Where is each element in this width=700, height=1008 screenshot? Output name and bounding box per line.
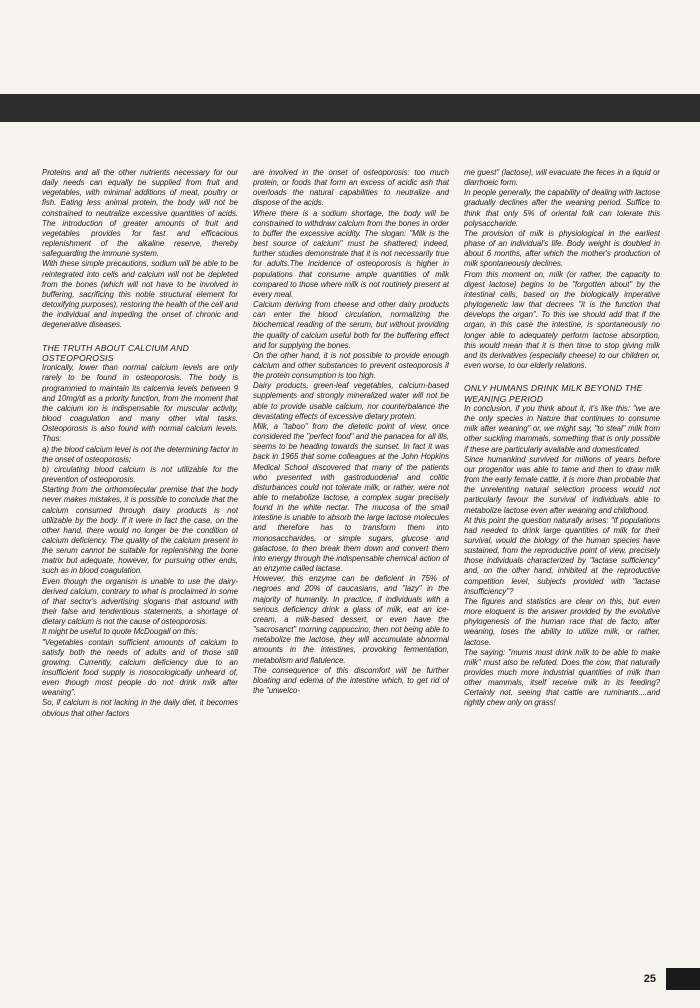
paragraph: From this moment on, milk (or rather, the capacity to digest lactose) begins to be "forgotten about" by the intestinal cells, based on the biologically imperative phylogenetic law that decrees "it is the function that develops the organ". To this we should add that if the organ, in this case the intestine, is spontaneously no longer able to adequately perform lactose absorption, this would mean that it is then time to stop giving milk and its derivatives (especially cheese) to our children or, even worse, to our elderly relations. <box>464 269 660 370</box>
header-bar <box>0 94 700 122</box>
paragraph: b) circulating blood calcium is not utilizable for the prevention of osteoporosis. <box>42 464 238 485</box>
section-heading: ONLY HUMANS DRINK MILK BEYOND THE WEANING PERIOD <box>464 383 643 404</box>
paragraph: However, this enzyme can be deficient in 75% of negroes and 20% of caucasians, and "lazy" in the majority of humanity. In practice, if individuals with a serious deficiency drink a glass of milk, eat an ice-cream, a milk-based dessert, or even have the "sacrosanct" morning cappuccino, then not being able to metabolize the lactose, they will accumulate abnormal amounts in the intestines, provoking fermentation, metabolism and flatulence. <box>253 574 449 665</box>
text-column-1 <box>42 168 238 958</box>
paragraph: are involved in the onset of osteoporosis: too much protein, or foods that form an excess of acidic ash that overloads the natural capabilities to neutralize and dispose of the acids. <box>253 168 449 208</box>
paragraph: The consequence of this discomfort will be further bloating and edema of the intestine which, to get rid of the "unwelco- <box>253 665 449 695</box>
paragraph: Dairy products, green-leaf vegetables, calcium-based supplements and strongly mineralized water will not be able to provide usable calcium, nor counterbalance the devastating effects of excessive dietary protein. <box>253 381 449 421</box>
article-body <box>42 168 660 958</box>
corner-tab <box>666 968 700 990</box>
paragraph: Ironically, lower than normal calcium levels are only rarely to be found in osteoporosis. The body is programmed to maintain its calcemia levels between 9 and 10mg/dl as a priority function, from the moment that the calcium ion is indispensable for muscular activity, blood coagulation and many other vital tasks. Osteoporosis is also found with normal calcium levels. Thus: <box>42 363 238 444</box>
paragraph: "Vegetables contain sufficient amounts of calcium to satisfy both the needs of adults and of those still growing. Currently, calcium deficiency due to an insufficient food supply is nosocologically unheard of, even though most people do not drink milk after weaning". <box>42 637 238 698</box>
page-number: 25 <box>643 973 656 985</box>
paragraph: Starting from the orthomolecular premise that the body never makes mistakes, it is possible to conclude that the calcium consumed through dairy products is not utilizable by the body. If it were in fact the case, on the other hand, there would no longer be the condition of calcium deficiency. The quality of the calcium present in the serum cannot be suitable for replenishing the bone matrix but adequate, however, for pursuing other ends, such as in blood coagulation. <box>42 485 238 576</box>
paragraph: Even though the organism is unable to use the dairy-derived calcium, contrary to what is proclaimed in some of that sector's advertising slogans that astound with their false and tendentious statements, a shortage of dietary calcium is not the cause of osteoporosis. <box>42 576 238 627</box>
paragraph: a) the blood calcium level is not the determining factor in the onset of osteoporosis; <box>42 444 238 464</box>
paragraph: It might be useful to quote McDougall on this: <box>42 627 198 637</box>
paragraph: Milk, a "taboo" from the dietetic point of view, once considered the "perfect food" and the panacea for all ills, seems to be heading towards the sunset. In fact it was back in 1965 that some colleagues at the John Hopkins Medical School discovered that many of the patients who presented with gastroduodenal and colitic disturbances could not tolerate milk, or rather, were not able to metabolize lactose, a complex sugar precisely found in the white nectar. The mucosa of the small intestine is unable to absorb the large lactose molecules and therefore has to transform them into monosaccharides, or simple sugars, glucose and galactose, to then break them down and convert them into energy through the indispensable chemical action of an enzyme called lactase. <box>253 421 449 574</box>
text-column-2 <box>253 168 449 958</box>
paragraph: On the other hand, it is not possible to provide enough calcium and other substances to prevent osteoporosis if the protein consumption is too high. <box>253 350 449 381</box>
paragraph: The provision of milk is physiological in the earliest phase of an individual's life. Body weight is doubled in about 6 months, after which the mother's production of milk spontaneously declines. <box>464 228 660 269</box>
paragraph: Proteins and all the other nutrients necessary for our daily needs can equally be supplied from fruit and vegetables, with minimal additions of meat, poultry or fish. Eating less animal protein, the body will not be constrained to neutralize excessive quantities of acids. The introduction of greater amounts of fruit and vegetables provides for fast and efficacious replenishment of the alkaline reserve, thereby safeguarding the immune system. <box>42 168 238 259</box>
paragraph: In conclusion, if you think about it, it's like this: "we are the only species in Nature that continues to consume milk after weaning" or, we might say, "to steal" milk from other suckling mammals, something that is only possible if these are particularly available and domesticated. <box>464 403 660 454</box>
paragraph: So, if calcium is not lacking in the daily diet, it becomes obvious that other factors <box>42 698 238 718</box>
paragraph: Calcium deriving from cheese and other dairy products can enter the blood circulation, normalizing the biochemical reading of the serum, but without providing the quality of calcium useful both for the buffering effect and for supplying the bones. <box>253 300 449 350</box>
paragraph: me guest" (lactose), will evacuate the feces in a liquid or diarrhoeic form. <box>464 168 660 188</box>
paragraph: With these simple precautions, sodium will be able to be reintegrated into cells and calcium will not be depleted from the bones (which will not have to be involved in buffering, sacrificing this noble structural element for detoxifying purposes), restoring the health of the cell and the individual and impeding the onset of chronic and degenerative diseases. <box>42 259 238 330</box>
section-heading: THE TRUTH ABOUT CALCIUM AND OSTEOPOROSIS <box>42 342 190 363</box>
paragraph: In people generally, the capability of dealing with lactose gradually declines after the weaning period. Suffice to think that only 5% of oriental folk can tolerate this polysaccharide. <box>464 188 660 228</box>
paragraph: The figures and statistics are clear on this, but even more eloquent is the answer provided by the evolutive phylogenesis of the human race that de facto, after weaning, loses the ability to utilize milk, or rather, lactose. <box>464 596 660 647</box>
text-column-3 <box>464 168 660 958</box>
paragraph: The saying: "mums must drink milk to be able to make milk" must also be refuted. Does the cow, that naturally provides much more industrial quantities of milk than other mammals, itself receive milk in its feeding? Certainly not, seeing that cattle are ruminants....and rightly chew only on grass! <box>464 647 660 708</box>
paragraph: At this point the question naturally arises: "if populations had needed to drink large quantities of milk for their survival, would the biology of the human species have sustained, from the reproductive point of view, precisely those individuals characterized by "lactase sufficiency" and, on the other hand, inhibited at the reproductive competition level, subjects provided with "lactase insufficiency"? <box>464 515 660 596</box>
paragraph: Since humankind survived for millions of years before our progenitor was able to tame and then to draw milk from the early female cattle, it is more than probable that the unrelenting natural selection process would not particularly favour the survival of individuals able to metabolize lactose even after weaning and childhood. <box>464 454 660 515</box>
paragraph: Where there is a sodium shortage, the body will be constrained to withdraw calcium from the bones in order to buffer the excessive acidity. The slogan: "Milk is the best source of calcium" must be shattered; indeed, further studies demonstrate that it is not necessarily true for adults.The incidence of osteoporosis is higher in populations that consume ample quantities of milk compared to those where milk is not routinely present at every meal. <box>253 208 449 299</box>
